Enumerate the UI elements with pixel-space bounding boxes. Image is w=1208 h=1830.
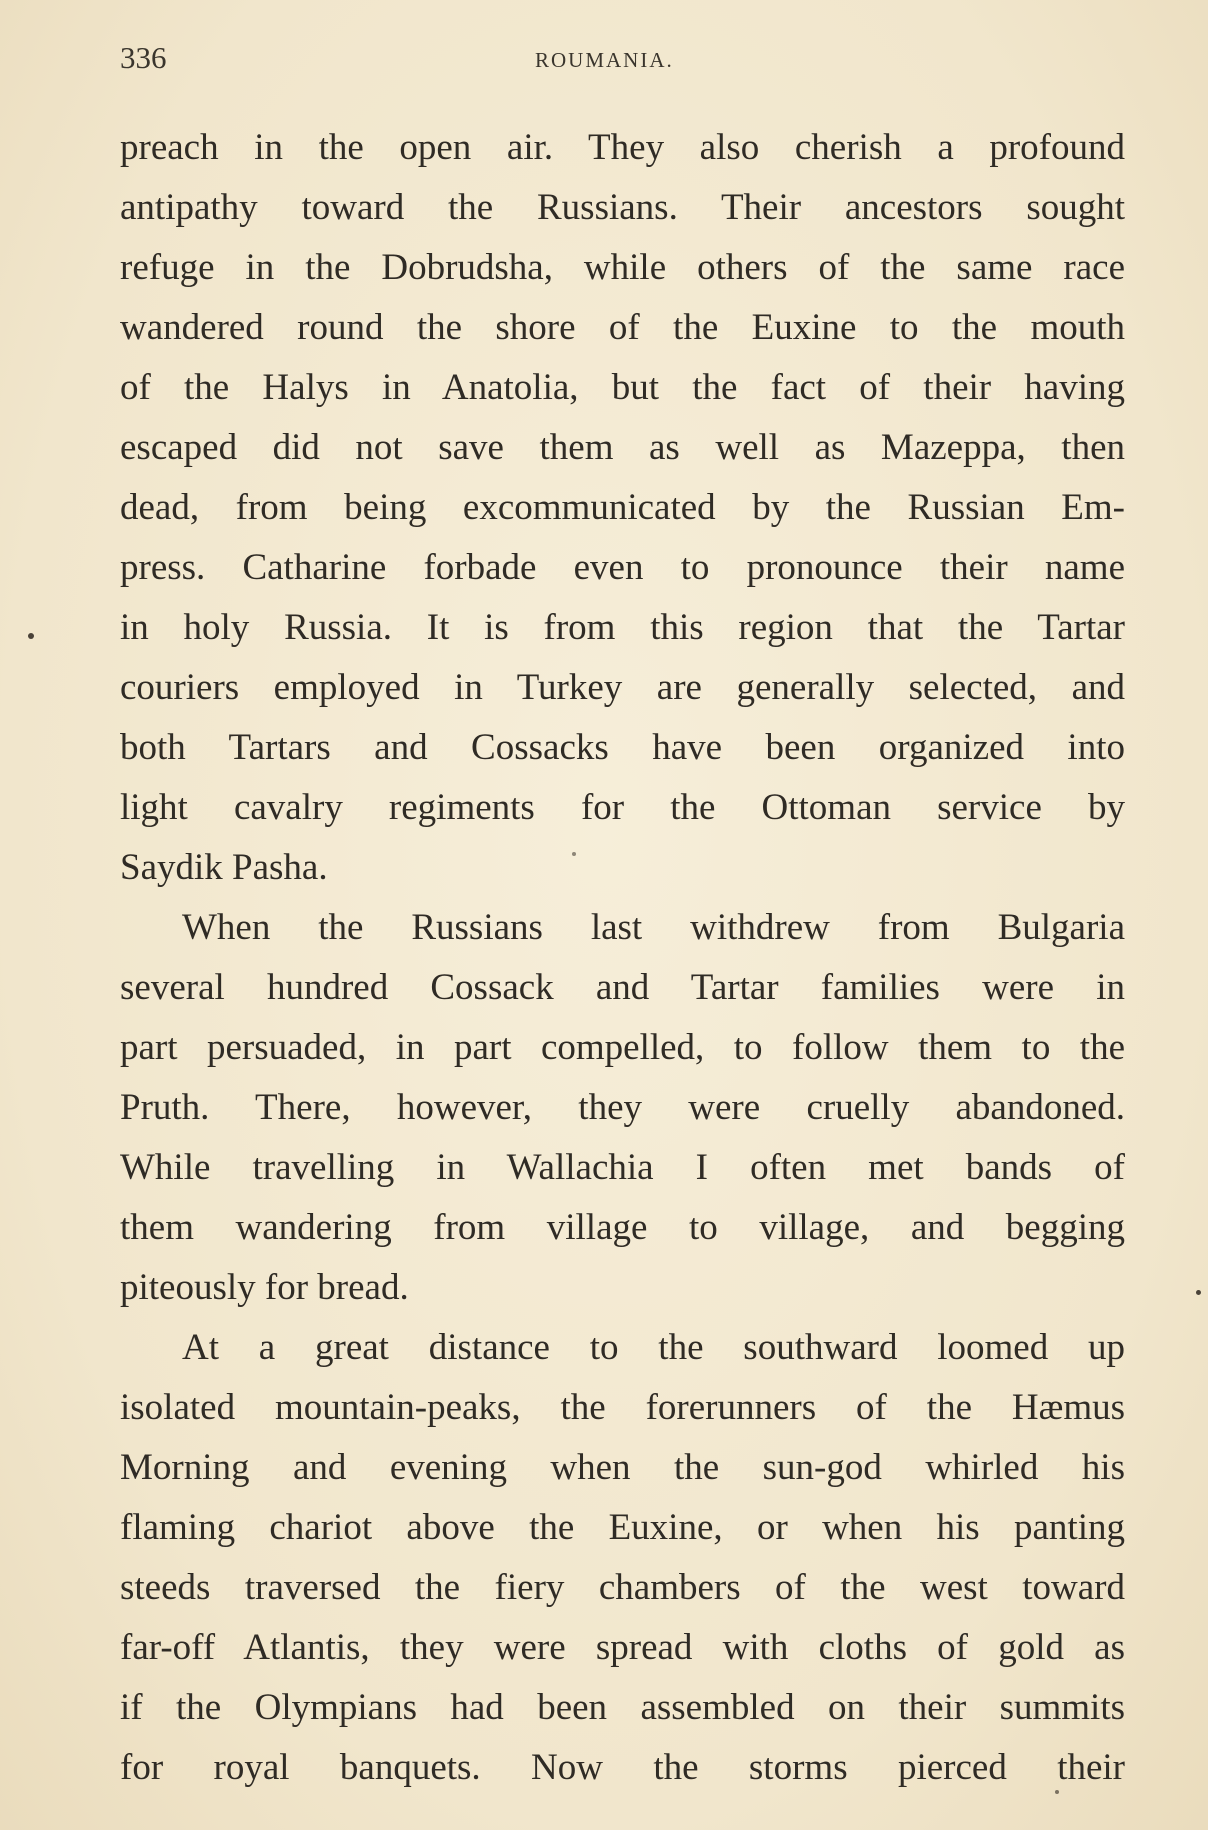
text-line: of the Halys in Anatolia, but the fact of their having (120, 367, 1125, 408)
body-text (120, 118, 1125, 1798)
paragraph-end-line: piteously for bread. (120, 1267, 409, 1308)
text-line: flaming chariot above the Euxine, or when his panting (120, 1507, 1125, 1548)
paragraph-start-line: When the Russians last withdrew from Bulgaria (182, 907, 1125, 948)
text-line: for royal banquets. Now the storms pierced their (120, 1747, 1125, 1788)
running-head (120, 40, 1120, 80)
page-number: 336 (120, 40, 167, 75)
text-line: While travelling in Wallachia I often met bands of (120, 1147, 1125, 1188)
text-line: dead, from being excommunicated by the Russian Em- (120, 487, 1125, 528)
text-line: Pruth. There, however, they were cruelly abandoned. (120, 1087, 1125, 1128)
text-line: part persuaded, in part compelled, to follow them to the (120, 1027, 1125, 1068)
text-line: in holy Russia. It is from this region that the Tartar (120, 607, 1125, 648)
text-line: Morning and evening when the sun-god whirled his (120, 1447, 1125, 1488)
text-line: couriers employed in Turkey are generally selected, and (120, 667, 1125, 708)
text-line: both Tartars and Cossacks have been organized into (120, 727, 1125, 768)
text-line: press. Catharine forbade even to pronounce their name (120, 547, 1125, 588)
text-line: them wandering from village to village, and begging (120, 1207, 1125, 1248)
paragraph-start-line: At a great distance to the southward loomed up (182, 1327, 1125, 1368)
running-title: ROUMANIA. (535, 48, 674, 72)
text-line: refuge in the Dobrudsha, while others of the same race (120, 247, 1125, 288)
text-line: several hundred Cossack and Tartar families were in (120, 967, 1125, 1008)
text-line: if the Olympians had been assembled on their summits (120, 1687, 1125, 1728)
text-line: isolated mountain-peaks, the forerunners of the Hæmus (120, 1387, 1125, 1428)
ink-speck (572, 852, 576, 856)
text-line: far-off Atlantis, they were spread with cloths of gold as (120, 1627, 1125, 1668)
text-line: preach in the open air. They also cherish a profound (120, 127, 1125, 168)
ink-speck (1055, 1790, 1059, 1794)
text-line: light cavalry regiments for the Ottoman service by (120, 787, 1125, 828)
text-line: antipathy toward the Russians. Their ancestors sought (120, 187, 1125, 228)
paragraph-end-line: Saydik Pasha. (120, 847, 328, 888)
ink-speck (1196, 1290, 1201, 1295)
text-line: escaped did not save them as well as Mazeppa, then (120, 427, 1125, 468)
text-line: wandered round the shore of the Euxine to the mouth (120, 307, 1125, 348)
text-line: steeds traversed the fiery chambers of the west toward (120, 1567, 1125, 1608)
ink-speck (28, 633, 34, 639)
